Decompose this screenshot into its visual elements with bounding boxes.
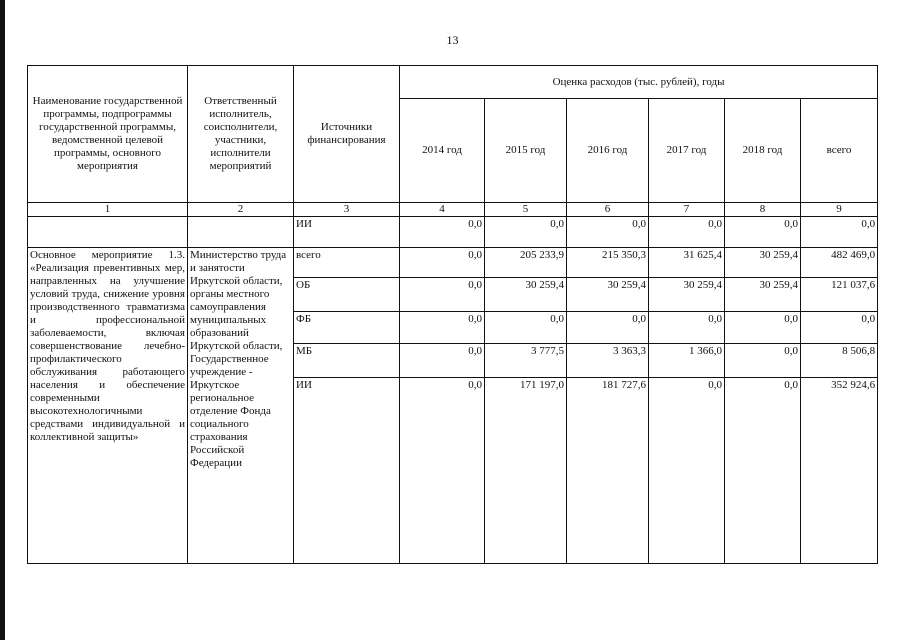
source-cell: ФБ [294, 312, 400, 344]
value-cell: 30 259,4 [485, 278, 567, 312]
header-year-2014: 2014 год [400, 99, 485, 203]
column-number: 7 [649, 203, 725, 217]
value-cell: 0,0 [801, 312, 878, 344]
column-number: 4 [400, 203, 485, 217]
value-cell: 0,0 [649, 312, 725, 344]
value-cell: 0,0 [485, 217, 567, 248]
value-cell: 3 363,3 [567, 344, 649, 378]
column-number: 2 [188, 203, 294, 217]
value-cell: 0,0 [567, 312, 649, 344]
value-cell: 215 350,3 [567, 248, 649, 278]
source-cell: ИИ [294, 217, 400, 248]
header-year-2017: 2017 год [649, 99, 725, 203]
header-year-2016: 2016 год [567, 99, 649, 203]
value-cell: 31 625,4 [649, 248, 725, 278]
source-cell: МБ [294, 344, 400, 378]
value-cell: 0,0 [725, 217, 801, 248]
value-cell: 0,0 [649, 217, 725, 248]
column-number: 3 [294, 203, 400, 217]
header-program-name: Наименование государственной программы, подпрограммы государственной программы, ведомственной целевой программы, основного мероприятия [28, 66, 188, 203]
header-expense-estimate: Оценка расходов (тыс. рублей), годы [400, 66, 878, 99]
header-year-2018: 2018 год [725, 99, 801, 203]
column-number-row [28, 203, 878, 217]
header-year-2015: 2015 год [485, 99, 567, 203]
column-number: 1 [28, 203, 188, 217]
column-number: 9 [801, 203, 878, 217]
value-cell: 0,0 [400, 312, 485, 344]
value-cell: 121 037,6 [801, 278, 878, 312]
source-cell: ИИ [294, 378, 400, 564]
value-cell: 0,0 [485, 312, 567, 344]
header-responsible: Ответственный исполнитель, соисполнители, участники, исполнители мероприятий [188, 66, 294, 203]
header-total: всего [801, 99, 878, 203]
value-cell: 0,0 [725, 378, 801, 564]
value-cell: 205 233,9 [485, 248, 567, 278]
value-cell: 482 469,0 [801, 248, 878, 278]
value-cell: 171 197,0 [485, 378, 567, 564]
value-cell: 30 259,4 [649, 278, 725, 312]
source-cell: ОБ [294, 278, 400, 312]
value-cell: 352 924,6 [801, 378, 878, 564]
table-row-carry [28, 217, 878, 248]
column-number: 5 [485, 203, 567, 217]
value-cell: 0,0 [400, 344, 485, 378]
value-cell: 0,0 [649, 378, 725, 564]
program-name-cell: Основное мероприятие 1.3. «Реализация превентивных мер, направленных на улучшение условий труда, снижение уровня производственного травматизма и профессиональной заболеваемости, включая совершенствование лечебно-профилактического обслуживания работающего населения и обеспечение современными высокотехнологичными средствами индивидуальной и коллективной защиты» [28, 248, 188, 564]
value-cell: 3 777,5 [485, 344, 567, 378]
empty-cell [188, 217, 294, 248]
value-cell: 0,0 [400, 378, 485, 564]
value-cell: 8 506,8 [801, 344, 878, 378]
page-number: 13 [446, 33, 459, 47]
value-cell: 0,0 [400, 278, 485, 312]
value-cell: 181 727,6 [567, 378, 649, 564]
value-cell: 0,0 [725, 344, 801, 378]
value-cell: 30 259,4 [567, 278, 649, 312]
source-cell: всего [294, 248, 400, 278]
column-number: 8 [725, 203, 801, 217]
header-sources: Источники финансирования [294, 66, 400, 203]
value-cell: 0,0 [801, 217, 878, 248]
value-cell: 30 259,4 [725, 278, 801, 312]
empty-cell [28, 217, 188, 248]
value-cell: 0,0 [567, 217, 649, 248]
budget-table [27, 65, 878, 564]
page-edge-bar [0, 0, 5, 640]
value-cell: 0,0 [725, 312, 801, 344]
value-cell: 0,0 [400, 217, 485, 248]
value-cell: 30 259,4 [725, 248, 801, 278]
value-cell: 1 366,0 [649, 344, 725, 378]
table-row [28, 248, 878, 278]
value-cell: 0,0 [400, 248, 485, 278]
column-number: 6 [567, 203, 649, 217]
responsible-cell: Министерство труда и занятости Иркутской области, органы местного самоуправления муниципальных образований Иркутской области, Государственное учреждение - Иркутское региональное отделение Фонда социального страхования Российской Федерации [188, 248, 294, 564]
